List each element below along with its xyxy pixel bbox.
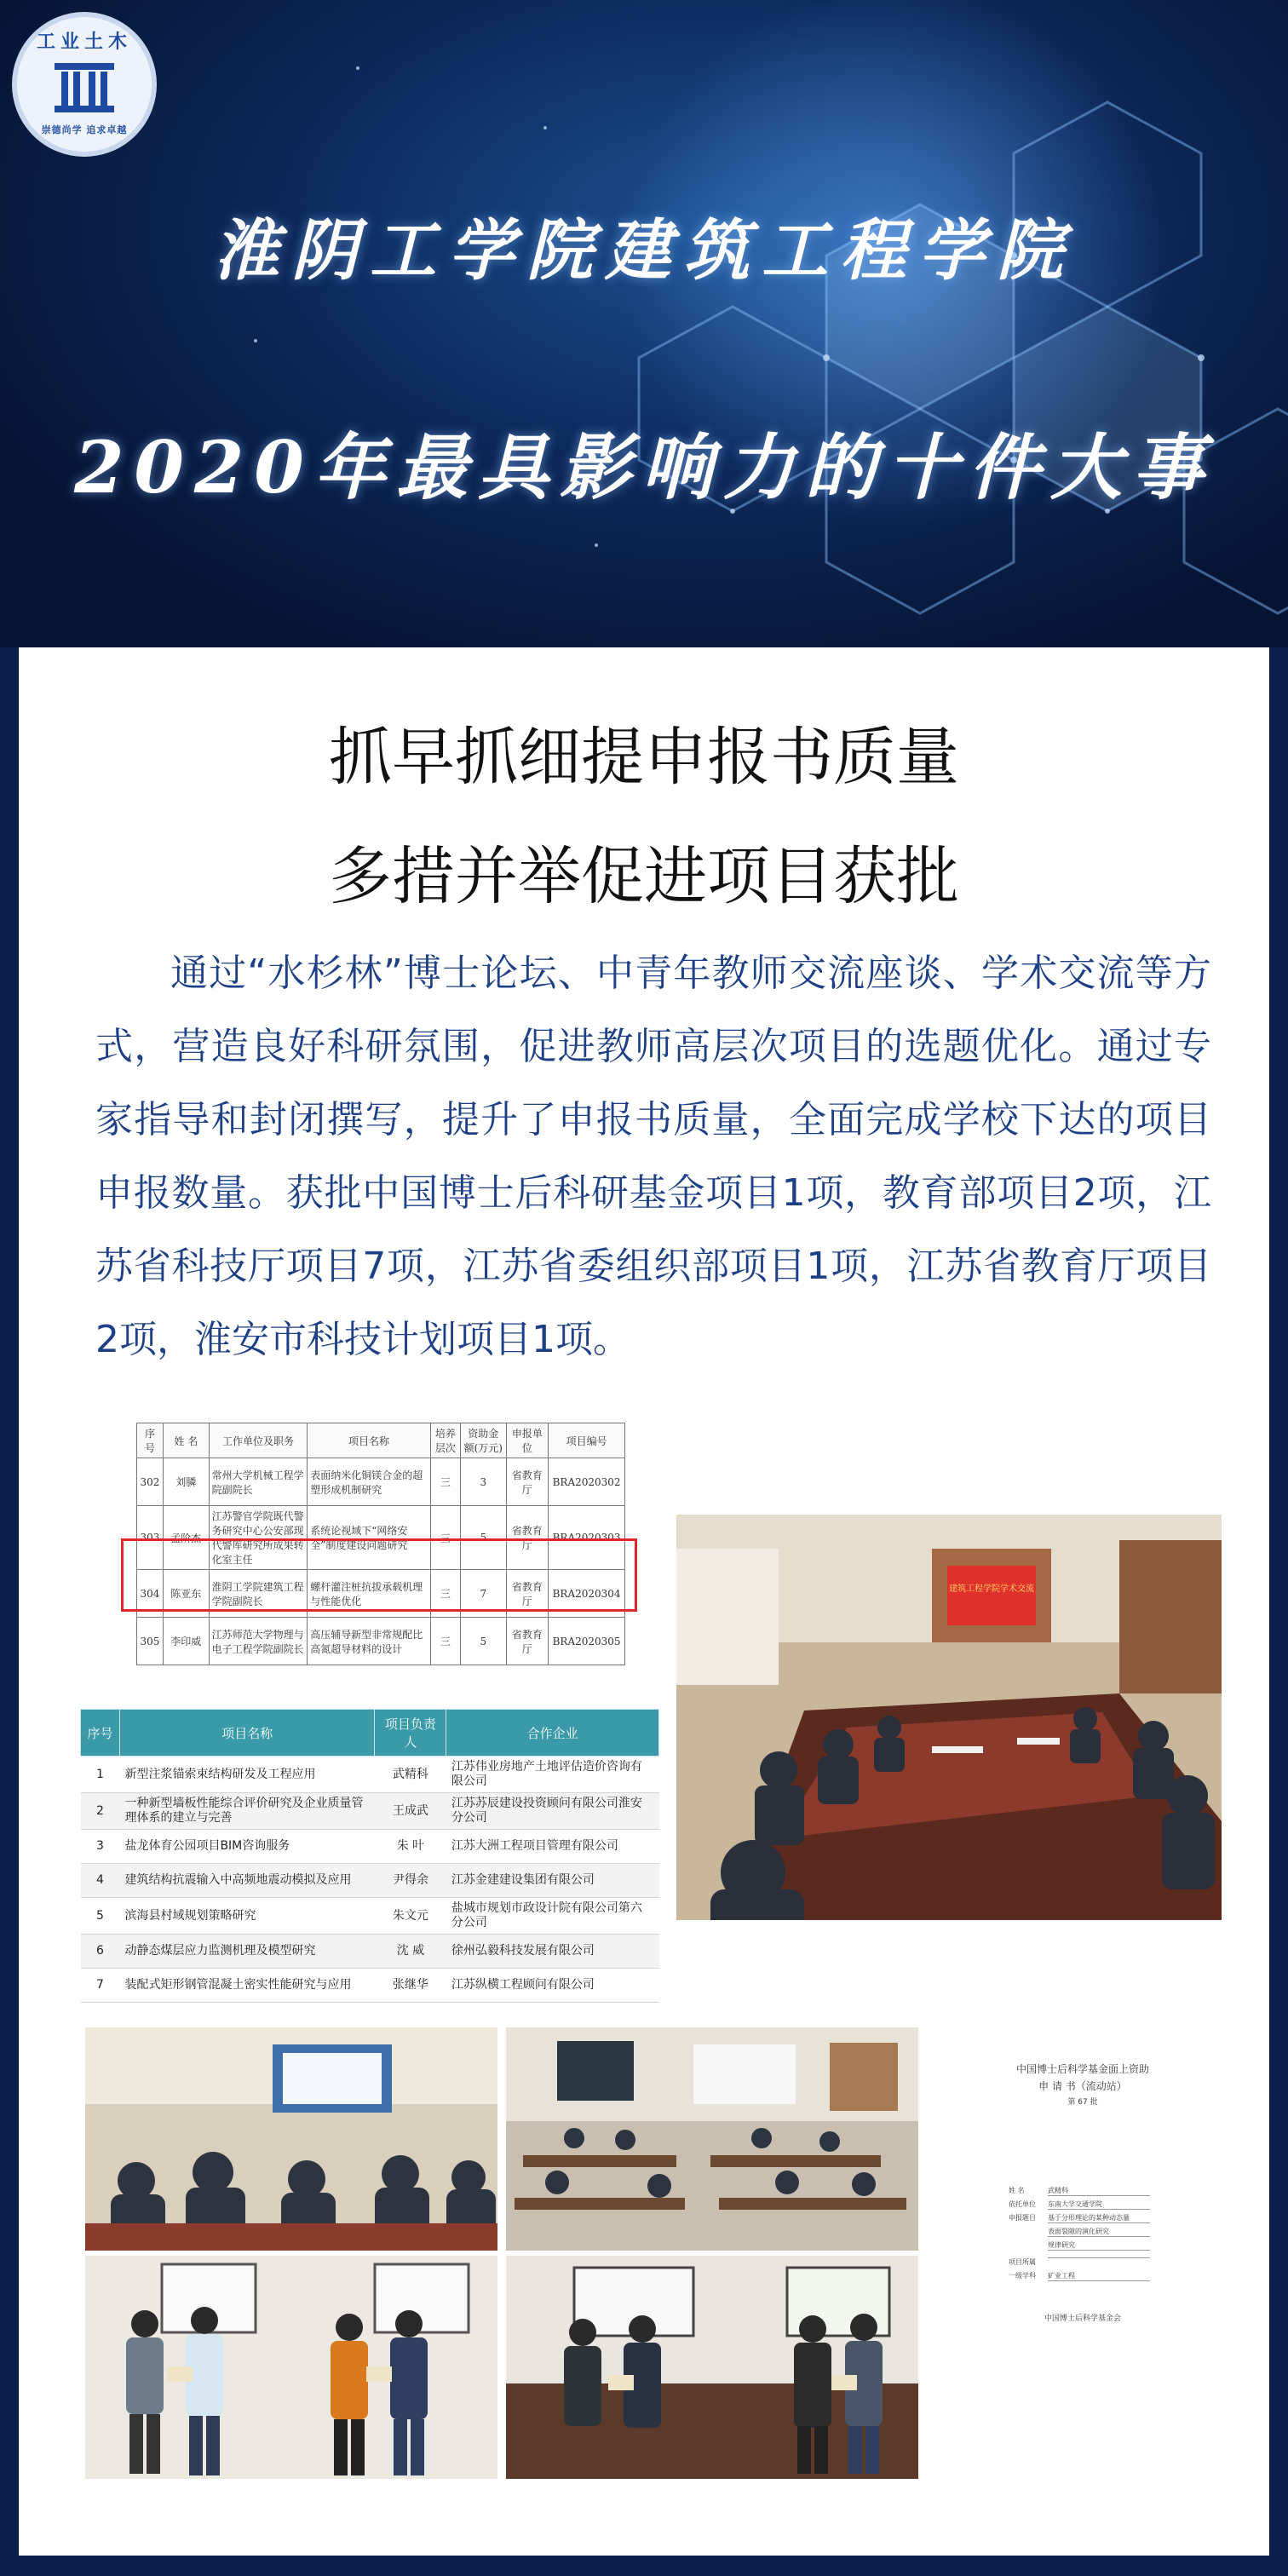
table-cell: 7 [81, 1969, 120, 2003]
table-cell: 5 [460, 1506, 506, 1570]
table-cell: 三 [430, 1618, 460, 1665]
header-cell: 姓 名 [163, 1423, 209, 1458]
table-cell: 表面纳米化铜镁合金的超塑形成机制研究 [308, 1458, 431, 1506]
table-cell: 5 [460, 1618, 506, 1665]
table-row [81, 1864, 659, 1898]
table-cell: 江苏金建建设集团有限公司 [446, 1864, 659, 1898]
table-cell: 江苏师范大学物理与电子工程学院副院长 [209, 1618, 308, 1665]
cover-field-value: 武精科 [1048, 2186, 1150, 2196]
logo-top-text: 工业土木 [36, 31, 132, 53]
table-cell: 304 [137, 1570, 164, 1618]
table-cell: 三 [430, 1458, 460, 1506]
application-cover [942, 2027, 1223, 2479]
hexagon-pattern [0, 0, 1288, 647]
table-cell: 系统论视域下“网络安全”制度建设问题研究 [308, 1506, 431, 1570]
header-cell: 项目负责人 [375, 1710, 446, 1757]
table-row [81, 1793, 659, 1830]
cover-field-row [1009, 2257, 1179, 2267]
meeting-photo [676, 1515, 1222, 1920]
table-cell: 江苏警官学院既代警务研究中心公安部现代警库研究所成果转化室主任 [209, 1506, 308, 1570]
cover-batch: 第 67 批 [1067, 2098, 1098, 2107]
cover-field-value: 规律研究 [1048, 2240, 1150, 2251]
table-cell: 高压辅导新型非常规配比高氮超导材料的设计 [308, 1618, 431, 1665]
table-row [81, 1898, 659, 1935]
university-logo [12, 12, 157, 157]
cover-subtitle: 申 请 书（流动站） [1038, 2080, 1127, 2092]
cover-field-row [1009, 2199, 1179, 2209]
table-cell: 7 [460, 1570, 506, 1618]
table-cell: 张继华 [375, 1969, 446, 2003]
cover-title: 中国博士后科学基金面上资助 [1015, 2063, 1149, 2075]
table-header-row [81, 1710, 659, 1757]
table-cell: 装配式矩形钢管混凝土密实性能研究与应用 [119, 1969, 375, 2003]
table-cell: 一种新型墙板性能综合评价研究及企业质量管理体系的建立与完善 [119, 1793, 375, 1830]
table-cell: 江苏苏辰建设投资顾问有限公司淮安分公司 [446, 1793, 659, 1830]
table-cell: 刘膦 [163, 1458, 209, 1506]
table-cell: 尹得余 [375, 1864, 446, 1898]
cover-field-row [1009, 2186, 1179, 2195]
table-row [81, 1830, 659, 1864]
table-header-row [137, 1423, 625, 1458]
cover-field-value: 矿业工程 [1048, 2271, 1150, 2281]
table-cell: 常州大学机械工程学院副院长 [209, 1458, 308, 1506]
table-cell: 省教育厅 [506, 1458, 549, 1506]
header-cell: 项目编号 [549, 1423, 625, 1458]
table-row [137, 1458, 625, 1506]
article-heading-2: 多措并举促进项目获批 [329, 840, 959, 913]
table-cell: 徐州弘毅科技发展有限公司 [446, 1935, 659, 1969]
table-cell: 螺杆灌注桩抗拔承载机理与性能优化 [308, 1570, 431, 1618]
logo-motto: 崇德尚学 追求卓越 [41, 124, 128, 135]
screen-caption: 建筑工程学院学术交流 [949, 1584, 1034, 1594]
table-row [81, 1969, 659, 2003]
banner-title-event: 2020年最具影响力的十件大事 [74, 425, 1214, 509]
header-cell: 项目名称 [308, 1423, 431, 1458]
content-panel [19, 647, 1269, 2556]
header-cell: 申报单位 [506, 1423, 549, 1458]
cover-field-value: 基于分形理论的某种动态量 [1048, 2213, 1150, 2223]
cover-field-label: 姓 名 [1009, 2187, 1025, 2194]
cover-field-value: 表面裂隙的演化研究 [1048, 2227, 1150, 2237]
table-cell: 江苏大洲工程项目管理有限公司 [446, 1830, 659, 1864]
table-cell: 动静态煤层应力监测机理及模型研究 [119, 1935, 375, 1969]
table-cell: 303 [137, 1506, 164, 1570]
cover-field-value: 东南大学交通学院 [1048, 2199, 1150, 2210]
table-cell: 2 [81, 1793, 120, 1830]
cover-field-label: 申报题目 [1009, 2214, 1036, 2222]
article-heading-1: 抓早抓细提申报书质量 [329, 721, 959, 794]
industry-cooperation-table [80, 1709, 659, 2003]
table-cell: 三 [430, 1506, 460, 1570]
table-cell: 省教育厅 [506, 1618, 549, 1665]
header-cell: 资助金额(万元) [460, 1423, 506, 1458]
banner-title-school: 淮阴工学院建筑工程学院 [212, 212, 1075, 290]
table-cell: 滨海县村域规划策略研究 [119, 1898, 375, 1935]
table-cell: 武精科 [375, 1757, 446, 1793]
table-cell: 盐龙体育公园项目BIM咨询服务 [119, 1830, 375, 1864]
award-photo-1 [85, 2256, 497, 2479]
table-cell: 4 [81, 1864, 120, 1898]
table-row [81, 1935, 659, 1969]
table-cell: 江苏伟业房地产土地评估造价咨询有限公司 [446, 1757, 659, 1793]
table-cell: 朱 叶 [375, 1830, 446, 1864]
table-cell: 王成武 [375, 1793, 446, 1830]
cover-field-label: 一级学科 [1009, 2272, 1036, 2280]
header-cell: 培养层次 [430, 1423, 460, 1458]
cover-field-row [1009, 2213, 1179, 2222]
header-banner [0, 0, 1288, 647]
cover-field-row [1009, 2271, 1179, 2280]
table-cell: BRA2020305 [549, 1618, 625, 1665]
table-cell: 5 [81, 1898, 120, 1935]
highlight-box [121, 1538, 637, 1612]
header-cell: 序号 [81, 1710, 120, 1757]
table-cell: 省教育厅 [506, 1506, 549, 1570]
table-cell: 1 [81, 1757, 120, 1793]
table-cell: 6 [81, 1935, 120, 1969]
header-cell: 项目名称 [119, 1710, 375, 1757]
cover-issuer: 中国博士后科学基金会 [1044, 2314, 1121, 2323]
table-cell: 陈亚东 [163, 1570, 209, 1618]
article-body: 通过“水杉林”博士论坛、中青年教师交流座谈、学术交流等方式，营造良好科研氛围，促进教师高层次项目的选题优化。通过专家指导和封闭撰写，提升了申报书质量，全面完成学校下达的项目申报数量。获批中国博士后科研基金项目1项，教育部项目2项，江苏省科技厅项目7项，江苏省委组织部项目1项，江苏省教育厅项目2项，淮安市科技计划项目1项。 [95, 952, 1211, 1361]
award-photo-2 [506, 2256, 918, 2479]
table-row [137, 1618, 625, 1665]
cover-field-value [1048, 2257, 1150, 2258]
header-cell: 工作单位及职务 [209, 1423, 308, 1458]
table-cell: BRA2020304 [549, 1570, 625, 1618]
table-cell: BRA2020302 [549, 1458, 625, 1506]
table-cell: 305 [137, 1618, 164, 1665]
table-cell: 沈 威 [375, 1935, 446, 1969]
cover-field-label: 项目所属 [1009, 2258, 1036, 2266]
table-cell: 朱文元 [375, 1898, 446, 1935]
table-cell: 302 [137, 1458, 164, 1506]
header-cell: 合作企业 [446, 1710, 659, 1757]
table-cell: BRA2020303 [549, 1506, 625, 1570]
cover-field-label: 依托单位 [1009, 2200, 1036, 2208]
table-cell: 江苏纵横工程顾问有限公司 [446, 1969, 659, 2003]
table-cell: 3 [81, 1830, 120, 1864]
table-cell: 李印威 [163, 1618, 209, 1665]
table-row [81, 1757, 659, 1793]
table-cell: 新型注浆锚索束结构研发及工程应用 [119, 1757, 375, 1793]
table-cell: 建筑结构抗震输入中高频地震动模拟及应用 [119, 1864, 375, 1898]
table-cell: 盐城市规划市政设计院有限公司第六分公司 [446, 1898, 659, 1935]
forum-photo [85, 2027, 497, 2251]
building-icon [53, 60, 116, 114]
table-cell: 孟阶杰 [163, 1506, 209, 1570]
seminar-photo [506, 2027, 918, 2251]
table-cell: 省教育厅 [506, 1570, 549, 1618]
table-cell: 淮阴工学院建筑工程学院副院长 [209, 1570, 308, 1618]
table-cell: 三 [430, 1570, 460, 1618]
header-cell: 序号 [137, 1423, 164, 1458]
table-cell: 3 [460, 1458, 506, 1506]
